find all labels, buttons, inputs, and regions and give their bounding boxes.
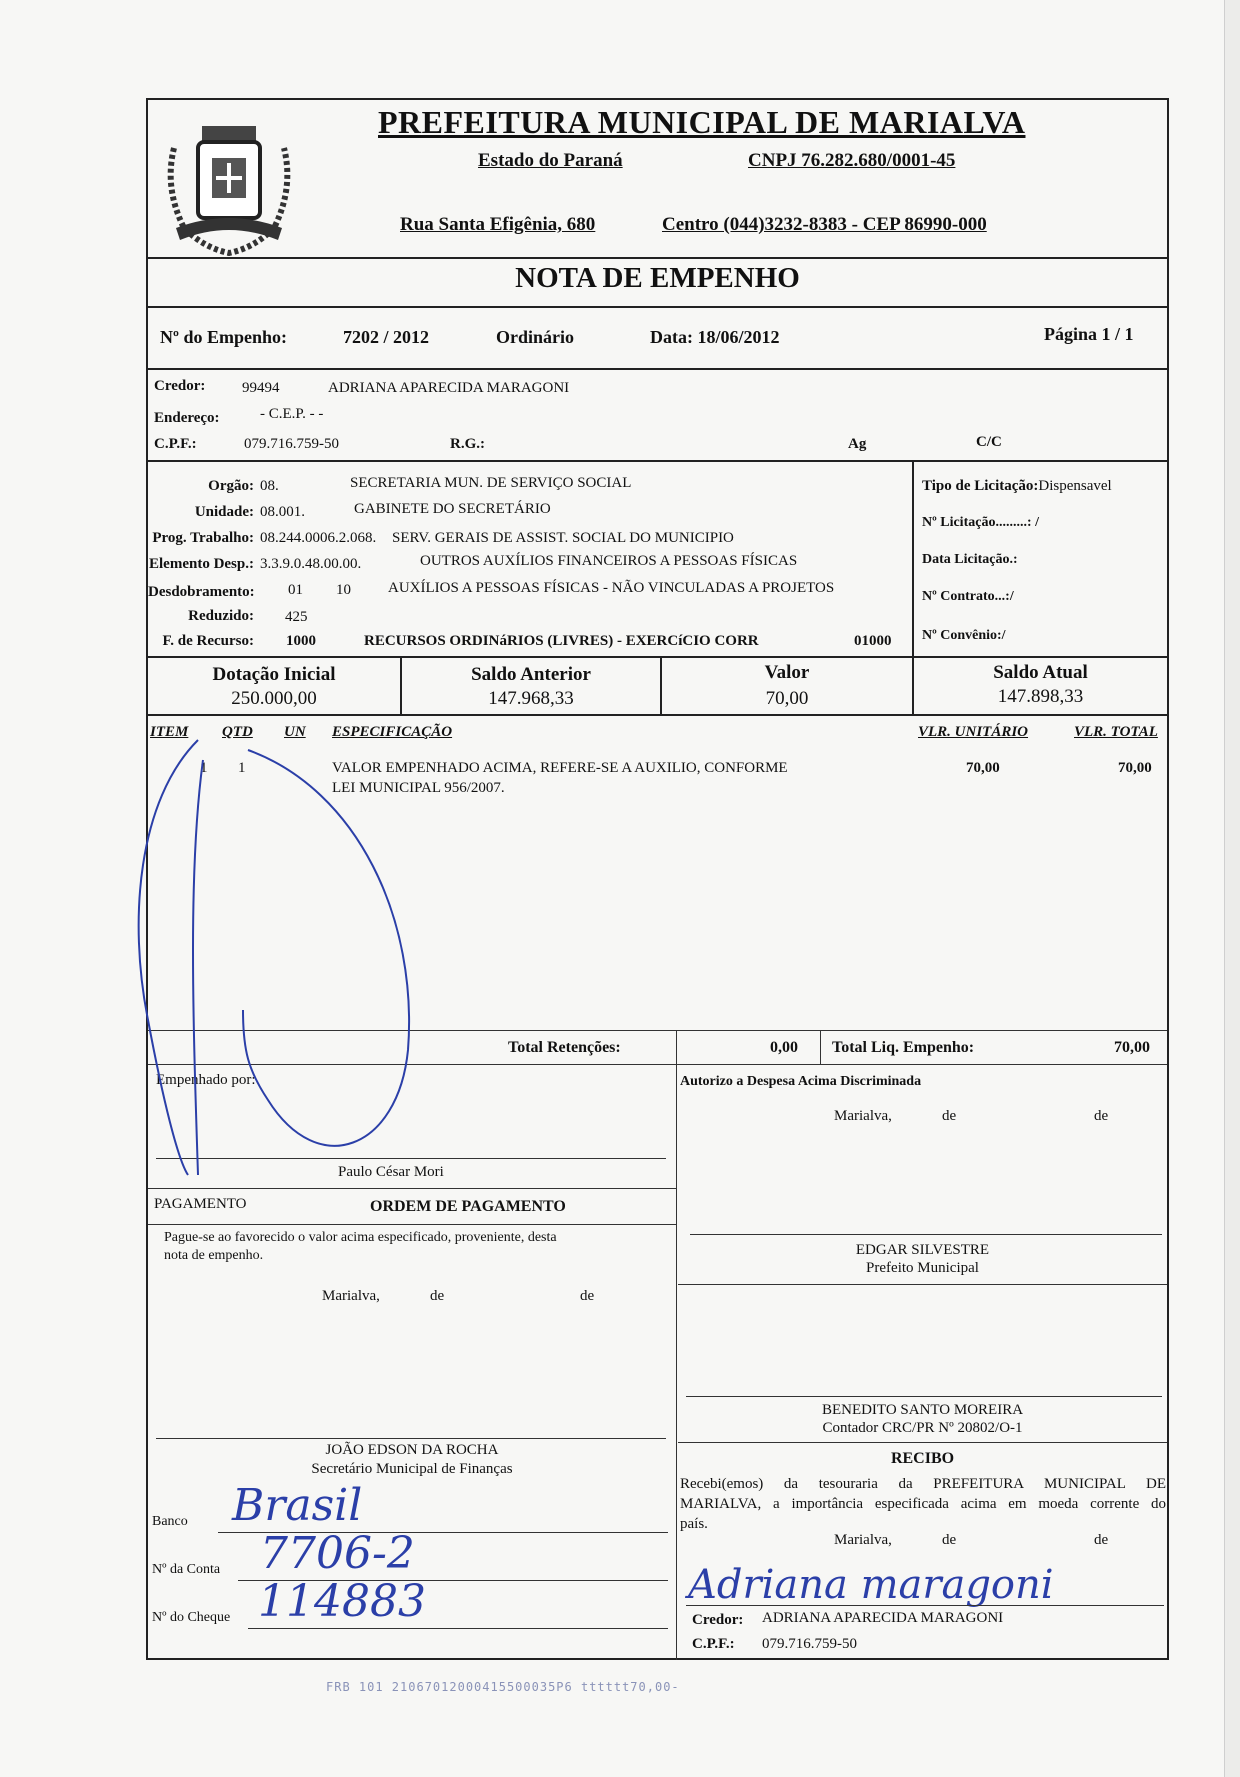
desdobramento-desc: AUXÍLIOS A PESSOAS FÍSICAS - NÃO VINCULADAS A PROJETOS bbox=[388, 580, 835, 596]
account-label: C/C bbox=[976, 434, 1002, 450]
signature-line bbox=[686, 1396, 1162, 1397]
divider bbox=[148, 368, 1167, 370]
recibo-credor-label: Credor: bbox=[692, 1612, 744, 1628]
total-liquido-value: 70,00 bbox=[1114, 1039, 1150, 1056]
secretario-role: Secretário Municipal de Finanças bbox=[311, 1461, 513, 1477]
fonte-recurso-code-2: 01000 bbox=[854, 633, 892, 649]
pen-stroke-mark bbox=[118, 720, 458, 1180]
rg-label: R.G.: bbox=[450, 436, 485, 452]
contador-name: BENEDITO SANTO MOREIRA bbox=[821, 1402, 1024, 1418]
contador-role: Contador CRC/PR Nº 20802/O-1 bbox=[822, 1420, 1023, 1436]
row-item: 1 bbox=[200, 760, 208, 776]
empenho-number-label: Nº do Empenho: bbox=[160, 327, 287, 347]
credor-signature: Adriana maragoni bbox=[688, 1562, 1054, 1608]
address-value: - C.E.P. - - bbox=[260, 406, 324, 422]
fonte-recurso-desc: RECURSOS ORDINáRIOS (LIVRES) - EXERCíCIO CORR bbox=[364, 633, 759, 649]
recibo-text-line-3: país. bbox=[680, 1516, 708, 1532]
prog-trabalho-desc: SERV. GERAIS DE ASSIST. SOCIAL DO MUNICIPIO bbox=[392, 530, 734, 546]
cheque-label: Nº do Cheque bbox=[152, 1610, 231, 1625]
total-retencoes-value: 0,00 bbox=[770, 1039, 798, 1056]
elemento-label: Elemento Desp.: bbox=[149, 556, 254, 572]
page-indicator: Página 1 / 1 bbox=[1044, 324, 1134, 344]
row-valor-unitario: 70,00 bbox=[966, 760, 1000, 776]
unidade-desc: GABINETE DO SECRETÁRIO bbox=[354, 501, 551, 517]
col-especificacao: ESPECIFICAÇÃO bbox=[332, 724, 453, 740]
empenhado-por-name: Paulo César Mori bbox=[338, 1164, 444, 1180]
divider bbox=[678, 1284, 1167, 1285]
col-qtd: QTD bbox=[222, 724, 253, 740]
conta-label: Nº da Conta bbox=[152, 1562, 221, 1577]
orgao-label: Orgão: bbox=[208, 478, 254, 494]
total-liquido-label: Total Liq. Empenho: bbox=[832, 1039, 975, 1056]
pagamento-text-line-2: nota de empenho. bbox=[164, 1248, 264, 1263]
cpf-value: 079.716.759-50 bbox=[244, 436, 339, 452]
data-licitacao: Data Licitação.: bbox=[922, 552, 1018, 567]
banco-handwritten: Brasil bbox=[232, 1480, 363, 1531]
desdobramento-code-2: 10 bbox=[336, 582, 351, 598]
signature-line bbox=[690, 1234, 1162, 1235]
recibo-cpf-value: 079.716.759-50 bbox=[762, 1636, 857, 1652]
recibo-cpf-label: C.P.F.: bbox=[692, 1636, 735, 1652]
divider bbox=[148, 1224, 676, 1225]
credor-code: 99494 bbox=[242, 380, 280, 396]
fonte-recurso-label: F. de Recurso: bbox=[162, 633, 254, 649]
divider bbox=[678, 1442, 1167, 1443]
numero-licitacao: Nº Licitação.........: / bbox=[922, 515, 1039, 530]
pagamento-de-2: de bbox=[580, 1288, 595, 1304]
cpf-label: C.P.F.: bbox=[154, 436, 197, 452]
fonte-recurso-code: 1000 bbox=[286, 633, 316, 649]
recibo-title: RECIBO bbox=[890, 1450, 955, 1467]
credor-name: ADRIANA APARECIDA MARAGONI bbox=[328, 380, 570, 396]
signature-line bbox=[156, 1438, 666, 1439]
dotacao-inicial-label: Dotação Inicial bbox=[212, 664, 336, 685]
conta-handwritten: 7706-2 bbox=[260, 1528, 415, 1579]
document-title: NOTA DE EMPENHO bbox=[515, 262, 800, 294]
dotacao-inicial-value: 250.000,00 bbox=[231, 688, 317, 709]
elemento-code: 3.3.9.0.48.00.00. bbox=[260, 556, 362, 572]
prefeito-role: Prefeito Municipal bbox=[866, 1260, 979, 1276]
empenho-type: Ordinário bbox=[496, 327, 575, 347]
pagamento-label: PAGAMENTO bbox=[154, 1196, 247, 1212]
empenho-number: 7202 / 2012 bbox=[343, 327, 430, 347]
tipo-licitacao: Tipo de Licitação:Dispensavel bbox=[922, 478, 1112, 494]
nota-de-empenho-form bbox=[146, 98, 1169, 1660]
prog-trabalho-code: 08.244.0006.2.068. bbox=[260, 530, 377, 546]
recibo-place: Marialva, bbox=[834, 1532, 892, 1548]
orgao-code: 08. bbox=[260, 478, 279, 494]
empenho-date: Data: 18/06/2012 bbox=[650, 327, 780, 347]
row-especificacao-line-1: VALOR EMPENHADO ACIMA, REFERE-SE A AUXILIO, CONFORME bbox=[332, 760, 788, 776]
state-name: Estado do Paraná bbox=[478, 150, 623, 171]
col-item: ITEM bbox=[150, 724, 189, 740]
banco-label: Banco bbox=[152, 1514, 188, 1529]
total-retencoes-label: Total Retenções: bbox=[508, 1039, 621, 1056]
prog-trabalho-label: Prog. Trabalho: bbox=[152, 530, 254, 546]
credor-label: Credor: bbox=[154, 378, 206, 394]
municipality-title: PREFEITURA MUNICIPAL DE MARIALVA bbox=[378, 104, 1026, 140]
cnpj: CNPJ 76.282.680/0001-45 bbox=[748, 150, 956, 171]
divider bbox=[676, 1030, 677, 1064]
recibo-de-2: de bbox=[1094, 1532, 1109, 1548]
divider bbox=[148, 460, 1167, 462]
divider bbox=[148, 257, 1167, 259]
street-address: Rua Santa Efigênia, 680 bbox=[400, 214, 596, 235]
recibo-text-line-1: Recebi(emos) da tesouraria da PREFEITURA MUNICIPAL DE bbox=[680, 1476, 1166, 1492]
autorizo-de-1: de bbox=[942, 1108, 957, 1124]
address-label: Endereço: bbox=[154, 410, 220, 426]
divider bbox=[148, 1188, 676, 1189]
orgao-desc: SECRETARIA MUN. DE SERVIÇO SOCIAL bbox=[350, 475, 632, 491]
recibo-credor-name: ADRIANA APARECIDA MARAGONI bbox=[762, 1610, 1004, 1626]
row-valor-total: 70,00 bbox=[1118, 760, 1152, 776]
row-qtd: 1 bbox=[238, 760, 246, 776]
bank-stamp-line: FRB 101 21067012000415500035P6 tttttt70,00- bbox=[326, 1680, 680, 1694]
saldo-anterior-value: 147.968,33 bbox=[488, 688, 574, 709]
pagamento-de-1: de bbox=[430, 1288, 445, 1304]
unidade-code: 08.001. bbox=[260, 504, 305, 520]
cheque-handwritten: 114883 bbox=[258, 1576, 426, 1627]
col-un: UN bbox=[284, 724, 306, 740]
prefeito-name: EDGAR SILVESTRE bbox=[855, 1242, 990, 1258]
divider bbox=[912, 462, 914, 656]
page-edge bbox=[1224, 0, 1240, 1777]
unidade-label: Unidade: bbox=[194, 504, 254, 520]
divider bbox=[148, 306, 1167, 308]
divider bbox=[820, 1030, 821, 1064]
reduzido-label: Reduzido: bbox=[188, 608, 254, 624]
recibo-text-line-2: MARIALVA, a importância especificada acima em moeda corrente do bbox=[680, 1496, 1166, 1512]
contact-info: Centro (044)3232-8383 - CEP 86990-000 bbox=[662, 214, 987, 235]
autorizo-de-2: de bbox=[1094, 1108, 1109, 1124]
municipal-coat-of-arms-icon bbox=[154, 108, 304, 258]
divider bbox=[676, 1064, 677, 1660]
row-especificacao-line-2: LEI MUNICIPAL 956/2007. bbox=[332, 780, 505, 796]
desdobramento-code-1: 01 bbox=[288, 582, 303, 598]
valor-value: 70,00 bbox=[765, 688, 809, 709]
secretario-name: JOÃO EDSON DA ROCHA bbox=[325, 1442, 499, 1458]
numero-contrato: Nº Contrato...:/ bbox=[922, 589, 1014, 604]
divider bbox=[148, 714, 1167, 716]
col-valor-unitario: VLR. UNITÁRIO bbox=[918, 724, 1029, 740]
cheque-line bbox=[248, 1628, 668, 1629]
saldo-atual-label: Saldo Atual bbox=[993, 662, 1088, 683]
autorizo-label: Autorizo a Despesa Acima Discriminada bbox=[680, 1074, 922, 1089]
reduzido-value: 425 bbox=[285, 609, 308, 625]
divider bbox=[148, 656, 1167, 658]
col-valor-total: VLR. TOTAL bbox=[1074, 724, 1158, 740]
empenhado-por-label: Empenhado por: bbox=[156, 1072, 256, 1088]
signature-line bbox=[686, 1605, 1164, 1606]
ordem-pagamento-title: ORDEM DE PAGAMENTO bbox=[370, 1198, 566, 1215]
recibo-de-1: de bbox=[942, 1532, 957, 1548]
desdobramento-label: Desdobramento: bbox=[148, 584, 255, 600]
saldo-anterior-label: Saldo Anterior bbox=[471, 664, 591, 685]
pagamento-place: Marialva, bbox=[322, 1288, 380, 1304]
numero-convenio: Nº Convênio:/ bbox=[922, 628, 1006, 643]
agency-label: Ag bbox=[848, 436, 867, 452]
elemento-desc: OUTROS AUXÍLIOS FINANCEIROS A PESSOAS FÍSICAS bbox=[420, 553, 798, 569]
autorizo-place: Marialva, bbox=[834, 1108, 892, 1124]
saldo-atual-value: 147.898,33 bbox=[997, 686, 1084, 707]
valor-label: Valor bbox=[764, 662, 810, 683]
pagamento-text-line-1: Pague-se ao favorecido o valor acima especificado, proveniente, desta bbox=[164, 1230, 557, 1245]
